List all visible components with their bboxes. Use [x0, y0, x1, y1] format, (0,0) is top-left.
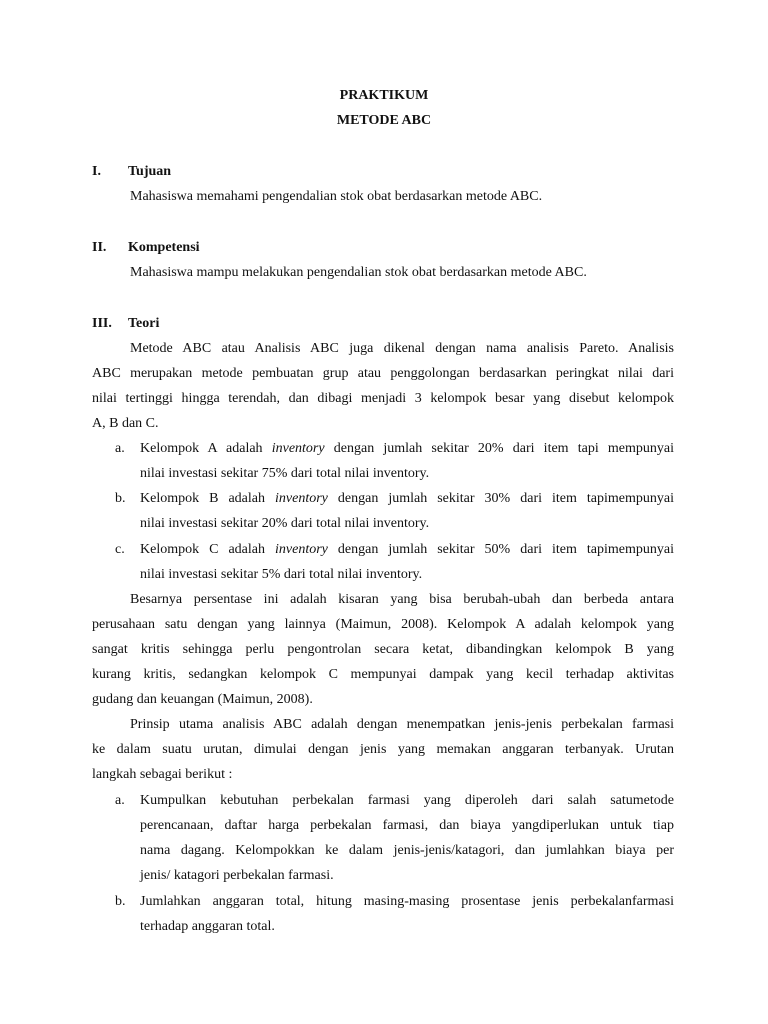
- teori-paragraph-2-line: gudang dan keuangan (Maimun, 2008).: [92, 692, 313, 707]
- section-number: I.: [92, 164, 101, 179]
- kelompok-item-b: [115, 491, 674, 511]
- langkah-item-b: [115, 894, 674, 914]
- tujuan-text: Mahasiswa memahami pengendalian stok obat berdasarkan metode ABC.: [130, 189, 543, 204]
- list-marker: b.: [115, 894, 126, 909]
- kelompok-text: dengan jumlah sekitar 20% dari item tapi mempunyai: [324, 441, 674, 456]
- teori-paragraph-2-line: sangat kritis sehingga perlu pengontrolan secara ketat, dibandingkan kelompok B yang: [92, 642, 674, 657]
- list-marker: a.: [115, 441, 125, 456]
- kelompok-item-b-line2: nilai investasi sekitar 20% dari total nilai inventory.: [140, 516, 430, 531]
- langkah-item-a: [115, 793, 674, 813]
- teori-paragraph-1-line: A, B dan C.: [92, 416, 159, 431]
- section-title: Tujuan: [128, 164, 172, 179]
- list-marker: a.: [115, 793, 125, 808]
- kelompok-text: Kelompok A adalah: [140, 441, 272, 456]
- kompetensi-text: Mahasiswa mampu melakukan pengendalian stok obat berdasarkan metode ABC.: [130, 265, 587, 280]
- kelompok-emphasis: inventory: [275, 542, 328, 557]
- teori-paragraph-1-line: ABC merupakan metode pembuatan grup atau penggolongan berdasarkan peringkat nilai dari: [92, 366, 674, 381]
- langkah-item-a-line: jenis/ katagori perbekalan farmasi.: [140, 868, 334, 883]
- teori-paragraph-1-line: nilai tertinggi hingga terendah, dan dibagi menjadi 3 kelompok besar yang disebut kelompok: [92, 391, 674, 406]
- section-number: II.: [92, 240, 107, 255]
- teori-paragraph-1-line: Metode ABC atau Analisis ABC juga dikenal dengan nama analisis Pareto. Analisis: [130, 341, 674, 356]
- teori-paragraph-2-line: kurang kritis, sedangkan kelompok C mempunyai dampak yang kecil terhadap aktivitas: [92, 667, 674, 682]
- teori-paragraph-3-line: Prinsip utama analisis ABC adalah dengan menempatkan jenis-jenis perbekalan farmasi: [130, 717, 674, 732]
- section-heading-teori: [92, 316, 159, 332]
- list-marker: c.: [115, 542, 125, 557]
- kelompok-text: Kelompok B adalah: [140, 491, 276, 506]
- kelompok-item-c: [115, 542, 674, 562]
- document-subtitle: METODE ABC: [336, 113, 432, 128]
- kelompok-emphasis: inventory: [271, 441, 325, 456]
- langkah-item-a-line: nama dagang. Kelompokkan ke dalam jenis-jenis/katagori, dan jumlahkan biaya per: [140, 843, 674, 858]
- section-title: Teori: [128, 316, 160, 331]
- langkah-item-a-line: perencanaan, daftar harga perbekalan farmasi, dan biaya yangdiperlukan untuk tiap: [140, 818, 674, 833]
- kelompok-text: Kelompok C adalah: [140, 542, 276, 557]
- teori-paragraph-3-line: ke dalam suatu urutan, dimulai dengan jenis yang memakan anggaran terbanyak. Urutan: [92, 742, 674, 757]
- kelompok-item-a-line2: nilai investasi sekitar 75% dari total nilai inventory.: [140, 466, 430, 481]
- kelompok-emphasis: inventory: [275, 491, 328, 506]
- document-title: PRAKTIKUM: [339, 88, 429, 103]
- teori-paragraph-2-line: perusahaan satu dengan yang lainnya (Maimun, 2008). Kelompok A adalah kelompok yang: [92, 617, 674, 632]
- kelompok-text: dengan jumlah sekitar 50% dari item tapimempunyai: [327, 542, 674, 557]
- langkah-text: Kumpulkan kebutuhan perbekalan farmasi yang diperoleh dari salah satumetode: [140, 793, 674, 808]
- kelompok-text: dengan jumlah sekitar 30% dari item tapimempunyai: [327, 491, 674, 506]
- section-number: III.: [92, 316, 112, 331]
- list-marker: b.: [115, 491, 126, 506]
- langkah-text: Jumlahkan anggaran total, hitung masing-masing prosentase jenis perbekalanfarmasi: [140, 894, 674, 909]
- section-title: Kompetensi: [128, 240, 200, 255]
- teori-paragraph-2-line: Besarnya persentase ini adalah kisaran yang bisa berubah-ubah dan berbeda antara: [130, 592, 674, 607]
- langkah-item-b-line: terhadap anggaran total.: [140, 919, 275, 934]
- section-heading-tujuan: [92, 164, 171, 180]
- section-heading-kompetensi: [92, 240, 200, 256]
- kelompok-item-a: [115, 441, 674, 461]
- teori-paragraph-3-line: langkah sebagai berikut :: [92, 767, 233, 782]
- kelompok-item-c-line2: nilai investasi sekitar 5% dari total nilai inventory.: [140, 567, 423, 582]
